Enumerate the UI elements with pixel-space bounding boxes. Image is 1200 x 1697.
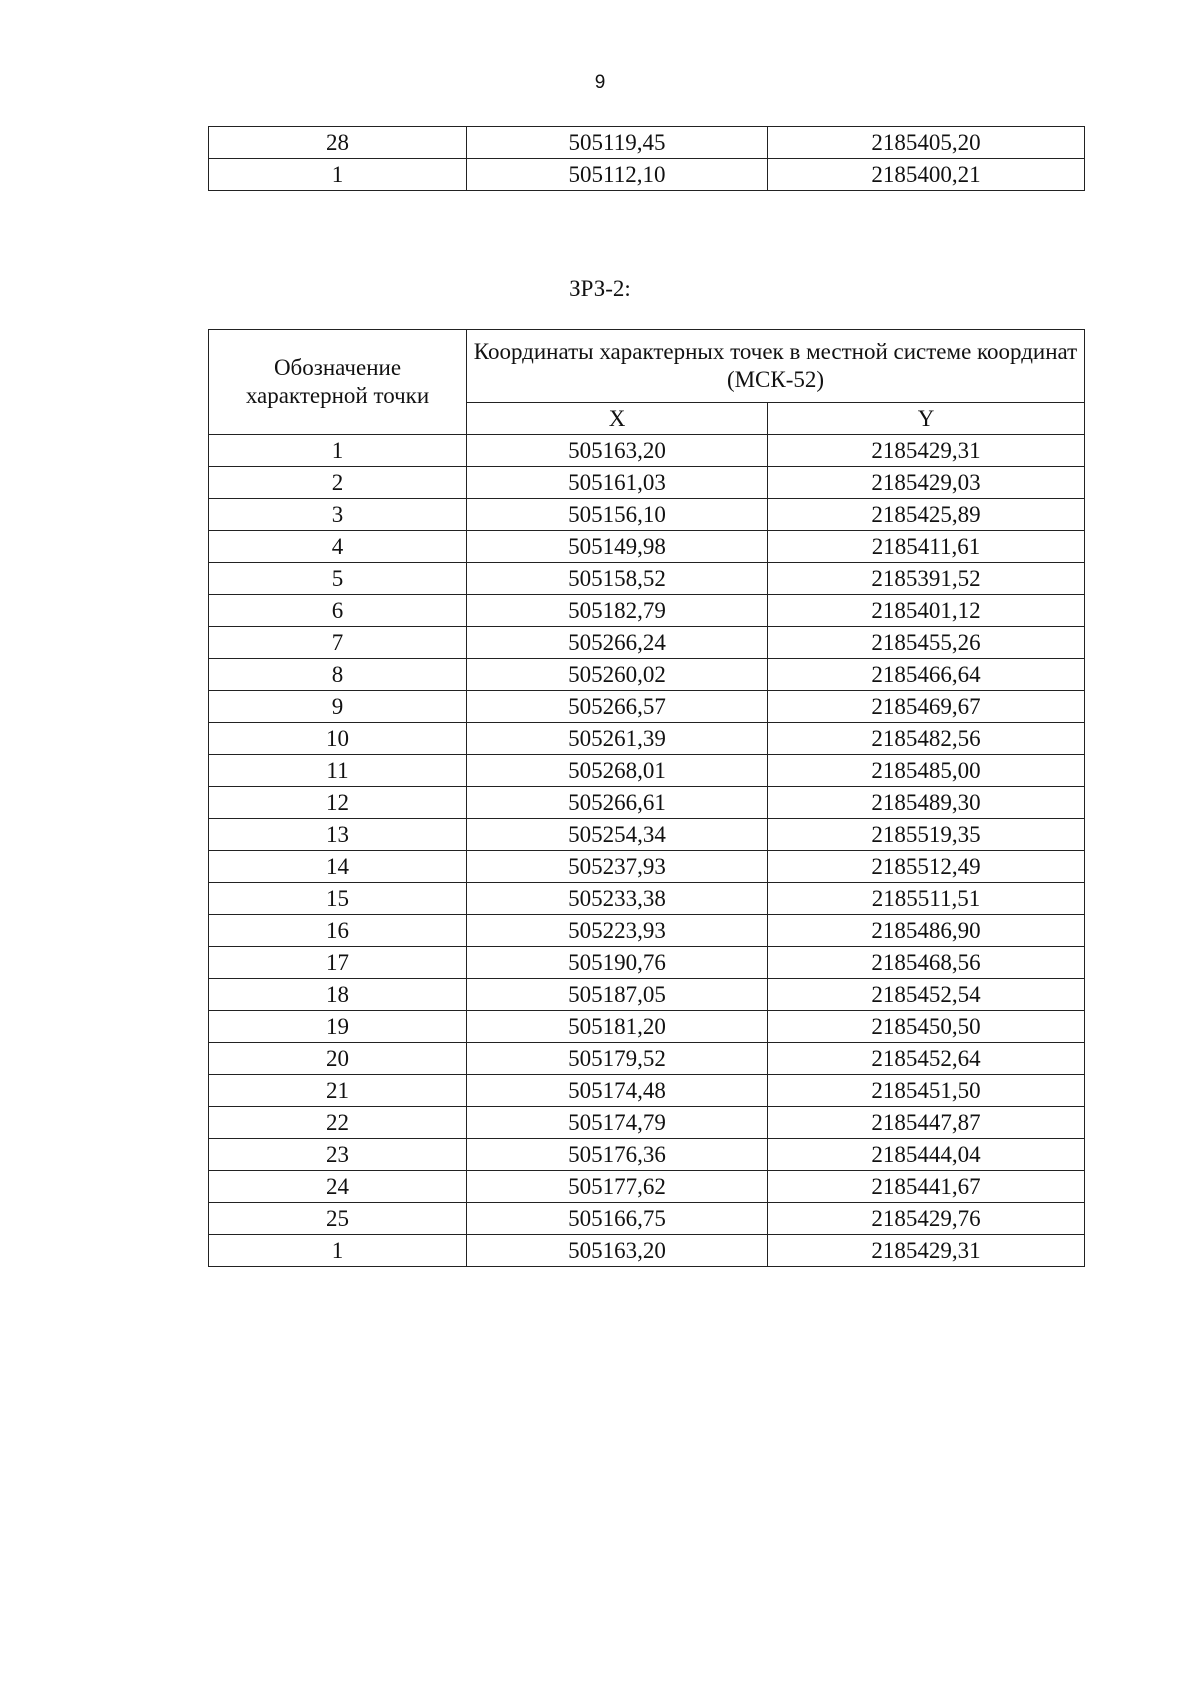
cell-y: 2185455,26 <box>768 627 1085 659</box>
cell-x: 505254,34 <box>467 819 768 851</box>
table-row <box>209 691 1085 723</box>
cell-x: 505266,61 <box>467 787 768 819</box>
table-row <box>209 1107 1085 1139</box>
cell-y: 2185482,56 <box>768 723 1085 755</box>
cell-x: 505237,93 <box>467 851 768 883</box>
cell-point: 16 <box>209 915 467 947</box>
table-row <box>209 499 1085 531</box>
cell-y: 2185401,12 <box>768 595 1085 627</box>
cell-point: 18 <box>209 979 467 1011</box>
cell-x: 505156,10 <box>467 499 768 531</box>
table-row <box>209 1075 1085 1107</box>
cell-x: 505181,20 <box>467 1011 768 1043</box>
coordinates-table <box>208 329 1085 1267</box>
cell-point: 1 <box>209 1235 467 1267</box>
table-row <box>209 851 1085 883</box>
cell-point: 14 <box>209 851 467 883</box>
cell-x: 505174,48 <box>467 1075 768 1107</box>
cell-point: 3 <box>209 499 467 531</box>
cell-point: 24 <box>209 1171 467 1203</box>
continuation-table <box>208 126 1085 191</box>
cell-y: 2185429,03 <box>768 467 1085 499</box>
cell-y: 2185452,64 <box>768 1043 1085 1075</box>
cell-y: 2185429,76 <box>768 1203 1085 1235</box>
table-row <box>209 127 1085 159</box>
cell-y: 2185512,49 <box>768 851 1085 883</box>
table-row <box>209 723 1085 755</box>
cell-point: 12 <box>209 787 467 819</box>
cell-y: 2185469,67 <box>768 691 1085 723</box>
cell-x: 505176,36 <box>467 1139 768 1171</box>
cell-point: 1 <box>209 159 467 191</box>
cell-x: 505149,98 <box>467 531 768 563</box>
coordinates-table-header <box>209 330 1085 435</box>
cell-point: 8 <box>209 659 467 691</box>
cell-point: 17 <box>209 947 467 979</box>
cell-y: 2185429,31 <box>768 435 1085 467</box>
table-row <box>209 883 1085 915</box>
cell-x: 505179,52 <box>467 1043 768 1075</box>
cell-point: 25 <box>209 1203 467 1235</box>
cell-point: 5 <box>209 563 467 595</box>
cell-point: 9 <box>209 691 467 723</box>
cell-x: 505182,79 <box>467 595 768 627</box>
table-row <box>209 755 1085 787</box>
cell-point: 7 <box>209 627 467 659</box>
cell-y: 2185405,20 <box>768 127 1085 159</box>
cell-point: 11 <box>209 755 467 787</box>
cell-x: 505161,03 <box>467 467 768 499</box>
cell-x: 505190,76 <box>467 947 768 979</box>
page-number: 9 <box>594 72 606 93</box>
table-row <box>209 819 1085 851</box>
table-row <box>209 979 1085 1011</box>
header-row-top <box>209 330 1085 403</box>
cell-y: 2185411,61 <box>768 531 1085 563</box>
cell-y: 2185468,56 <box>768 947 1085 979</box>
cell-y: 2185485,00 <box>768 755 1085 787</box>
cell-point: 6 <box>209 595 467 627</box>
cell-x: 505260,02 <box>467 659 768 691</box>
table-row <box>209 1203 1085 1235</box>
cell-y: 2185466,64 <box>768 659 1085 691</box>
cell-x: 505268,01 <box>467 755 768 787</box>
cell-y: 2185486,90 <box>768 915 1085 947</box>
cell-point: 28 <box>209 127 467 159</box>
table-row <box>209 531 1085 563</box>
table-row <box>209 159 1085 191</box>
table-row <box>209 1043 1085 1075</box>
cell-point: 13 <box>209 819 467 851</box>
cell-x: 505187,05 <box>467 979 768 1011</box>
cell-point: 2 <box>209 467 467 499</box>
cell-x: 505158,52 <box>467 563 768 595</box>
cell-y: 2185519,35 <box>768 819 1085 851</box>
cell-y: 2185400,21 <box>768 159 1085 191</box>
cell-x: 505163,20 <box>467 435 768 467</box>
table-row <box>209 1171 1085 1203</box>
cell-point: 22 <box>209 1107 467 1139</box>
table-row <box>209 627 1085 659</box>
table-row <box>209 915 1085 947</box>
table-row <box>209 467 1085 499</box>
header-point-designation: Обозначение характерной точки <box>209 330 467 435</box>
cell-y: 2185447,87 <box>768 1107 1085 1139</box>
cell-x: 505112,10 <box>467 159 768 191</box>
cell-point: 20 <box>209 1043 467 1075</box>
cell-point: 19 <box>209 1011 467 1043</box>
cell-x: 505223,93 <box>467 915 768 947</box>
header-y: Y <box>768 403 1085 435</box>
header-coordinates: Координаты характерных точек в местной системе координат (МСК-52) <box>467 330 1085 403</box>
cell-point: 1 <box>209 435 467 467</box>
continuation-table-body <box>209 127 1085 191</box>
cell-point: 10 <box>209 723 467 755</box>
cell-y: 2185450,50 <box>768 1011 1085 1043</box>
table-row <box>209 1139 1085 1171</box>
table-row <box>209 1011 1085 1043</box>
cell-y: 2185489,30 <box>768 787 1085 819</box>
coordinates-table-body <box>209 435 1085 1267</box>
cell-x: 505266,24 <box>467 627 768 659</box>
cell-y: 2185511,51 <box>768 883 1085 915</box>
table-row <box>209 659 1085 691</box>
cell-y: 2185441,67 <box>768 1171 1085 1203</box>
cell-point: 4 <box>209 531 467 563</box>
table-row <box>209 947 1085 979</box>
cell-y: 2185429,31 <box>768 1235 1085 1267</box>
section-title: ЗРЗ-2: <box>569 276 631 301</box>
table-row <box>209 787 1085 819</box>
cell-y: 2185444,04 <box>768 1139 1085 1171</box>
cell-x: 505119,45 <box>467 127 768 159</box>
table-row <box>209 563 1085 595</box>
cell-y: 2185425,89 <box>768 499 1085 531</box>
cell-x: 505266,57 <box>467 691 768 723</box>
cell-x: 505163,20 <box>467 1235 768 1267</box>
cell-x: 505174,79 <box>467 1107 768 1139</box>
cell-y: 2185391,52 <box>768 563 1085 595</box>
table-row <box>209 595 1085 627</box>
cell-point: 15 <box>209 883 467 915</box>
cell-x: 505177,62 <box>467 1171 768 1203</box>
table-row <box>209 1235 1085 1267</box>
cell-y: 2185452,54 <box>768 979 1085 1011</box>
cell-x: 505261,39 <box>467 723 768 755</box>
cell-y: 2185451,50 <box>768 1075 1085 1107</box>
cell-point: 21 <box>209 1075 467 1107</box>
cell-point: 23 <box>209 1139 467 1171</box>
header-x: X <box>467 403 768 435</box>
table-row <box>209 435 1085 467</box>
cell-x: 505166,75 <box>467 1203 768 1235</box>
cell-x: 505233,38 <box>467 883 768 915</box>
